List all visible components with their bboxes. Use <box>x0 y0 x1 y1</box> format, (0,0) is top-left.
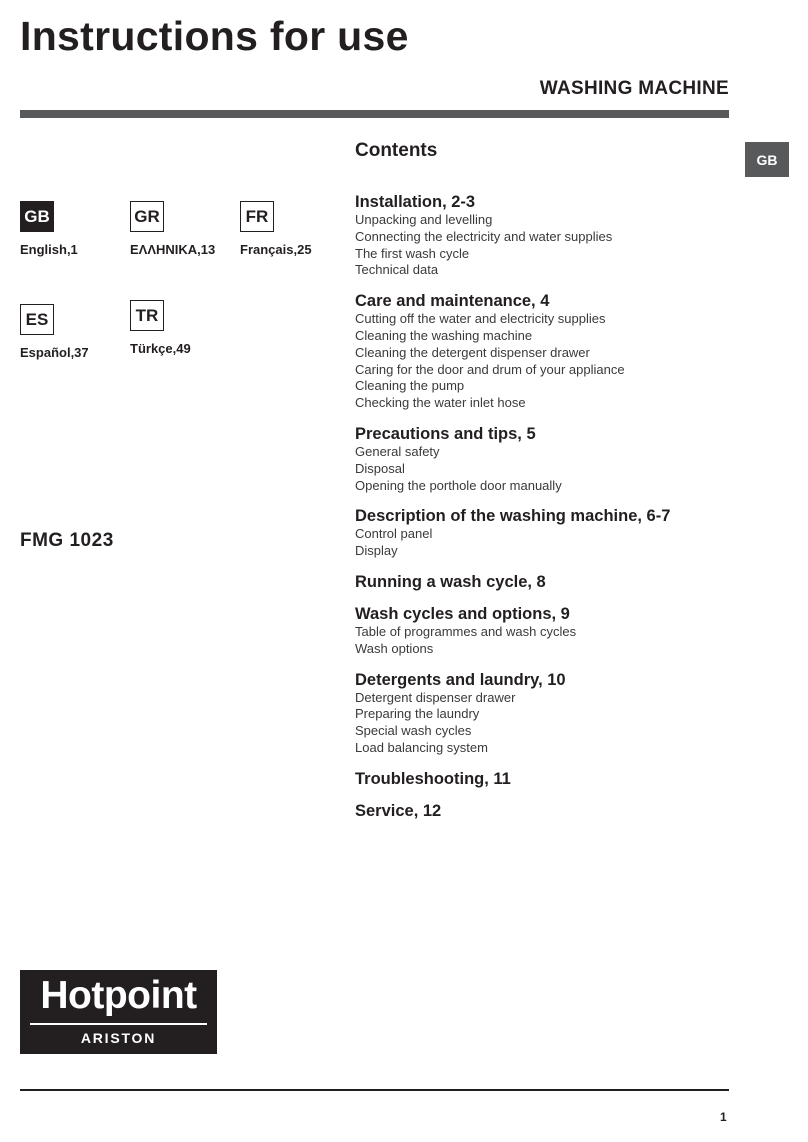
toc-item[interactable]: Cleaning the detergent dispenser drawer <box>355 344 590 360</box>
toc-section-running <box>355 572 755 592</box>
toc-section-description <box>355 506 755 560</box>
toc-section-title[interactable]: Running a wash cycle, 8 <box>355 572 546 591</box>
toc-item[interactable]: Disposal <box>355 460 405 476</box>
language-code-box: TR <box>130 300 164 331</box>
toc-item[interactable]: Cutting off the water and electricity supplies <box>355 311 606 327</box>
language-label: Türkçe,49 <box>130 341 191 356</box>
toc-section-title[interactable]: Precautions and tips, 5 <box>355 424 536 443</box>
toc-section-service <box>355 801 755 821</box>
brand-logo <box>20 970 217 1054</box>
toc-item[interactable]: Opening the porthole door manually <box>355 477 562 493</box>
toc-section-precautions <box>355 424 755 494</box>
toc-item[interactable]: Load balancing system <box>355 739 488 755</box>
toc-section-title[interactable]: Description of the washing machine, 6-7 <box>355 507 671 526</box>
language-label: Español,37 <box>20 345 89 360</box>
toc-item[interactable]: Cleaning the pump <box>355 378 465 394</box>
language-code-box: GB <box>20 201 54 232</box>
language-gr[interactable] <box>130 201 222 257</box>
toc-item[interactable]: Checking the water inlet hose <box>355 395 526 411</box>
page-number: 1 <box>720 1110 727 1124</box>
toc-item[interactable]: General safety <box>355 443 440 459</box>
toc-item[interactable]: Detergent dispenser drawer <box>355 689 516 705</box>
toc-item[interactable]: Unpacking and levelling <box>355 212 493 227</box>
language-code-box: ES <box>20 304 54 335</box>
toc-section-detergents <box>355 670 755 757</box>
toc-section-title[interactable]: Wash cycles and options, 9 <box>355 604 570 623</box>
toc-section-installation <box>355 192 755 279</box>
toc-item[interactable]: Caring for the door and drum of your appliance <box>355 361 625 377</box>
language-fr[interactable] <box>240 201 332 257</box>
logo-divider <box>30 1023 207 1025</box>
toc-section-title[interactable]: Service, 12 <box>355 801 442 820</box>
logo-subbrand: ARISTON <box>80 1030 157 1046</box>
language-side-tab: GB <box>745 142 789 177</box>
toc-item[interactable]: Special wash cycles <box>355 723 472 739</box>
contents-heading: Contents <box>355 140 438 161</box>
toc-section-wash-cycles <box>355 604 755 658</box>
table-of-contents <box>355 192 755 833</box>
product-type: WASHING MACHINE <box>539 78 729 99</box>
toc-section-care <box>355 291 755 412</box>
language-code-box: GR <box>130 201 164 232</box>
toc-section-title[interactable]: Care and maintenance, 4 <box>355 292 550 311</box>
toc-item[interactable]: Wash options <box>355 640 434 656</box>
toc-item[interactable]: The first wash cycle <box>355 245 470 261</box>
toc-section-title[interactable]: Detergents and laundry, 10 <box>355 670 566 689</box>
language-label: ΕΛΛΗΝΙΚΑ,13 <box>130 242 216 257</box>
language-es[interactable] <box>20 304 112 360</box>
toc-section-troubleshooting <box>355 769 755 789</box>
language-code-box: FR <box>240 201 274 232</box>
toc-item[interactable]: Table of programmes and wash cycles <box>355 623 577 639</box>
page-title: Instructions for use <box>20 13 409 59</box>
toc-section-title[interactable]: Troubleshooting, 11 <box>355 769 511 788</box>
toc-item[interactable]: Display <box>355 543 398 559</box>
language-label: Français,25 <box>240 242 312 257</box>
toc-item[interactable]: Preparing the laundry <box>355 706 480 722</box>
toc-item[interactable]: Cleaning the washing machine <box>355 327 533 343</box>
language-tr[interactable] <box>130 300 222 356</box>
toc-item[interactable]: Connecting the electricity and water supplies <box>355 228 613 244</box>
toc-section-title[interactable]: Installation, 2-3 <box>355 193 476 211</box>
language-gb[interactable] <box>20 201 112 257</box>
toc-item[interactable]: Technical data <box>355 262 439 278</box>
footer-rule <box>20 1089 729 1091</box>
logo-wordmark: Hotpoint <box>40 974 197 1017</box>
toc-item[interactable]: Control panel <box>355 526 433 542</box>
language-label: English,1 <box>20 242 78 257</box>
model-number: FMG 1023 <box>20 530 114 551</box>
header-rule <box>20 110 729 118</box>
